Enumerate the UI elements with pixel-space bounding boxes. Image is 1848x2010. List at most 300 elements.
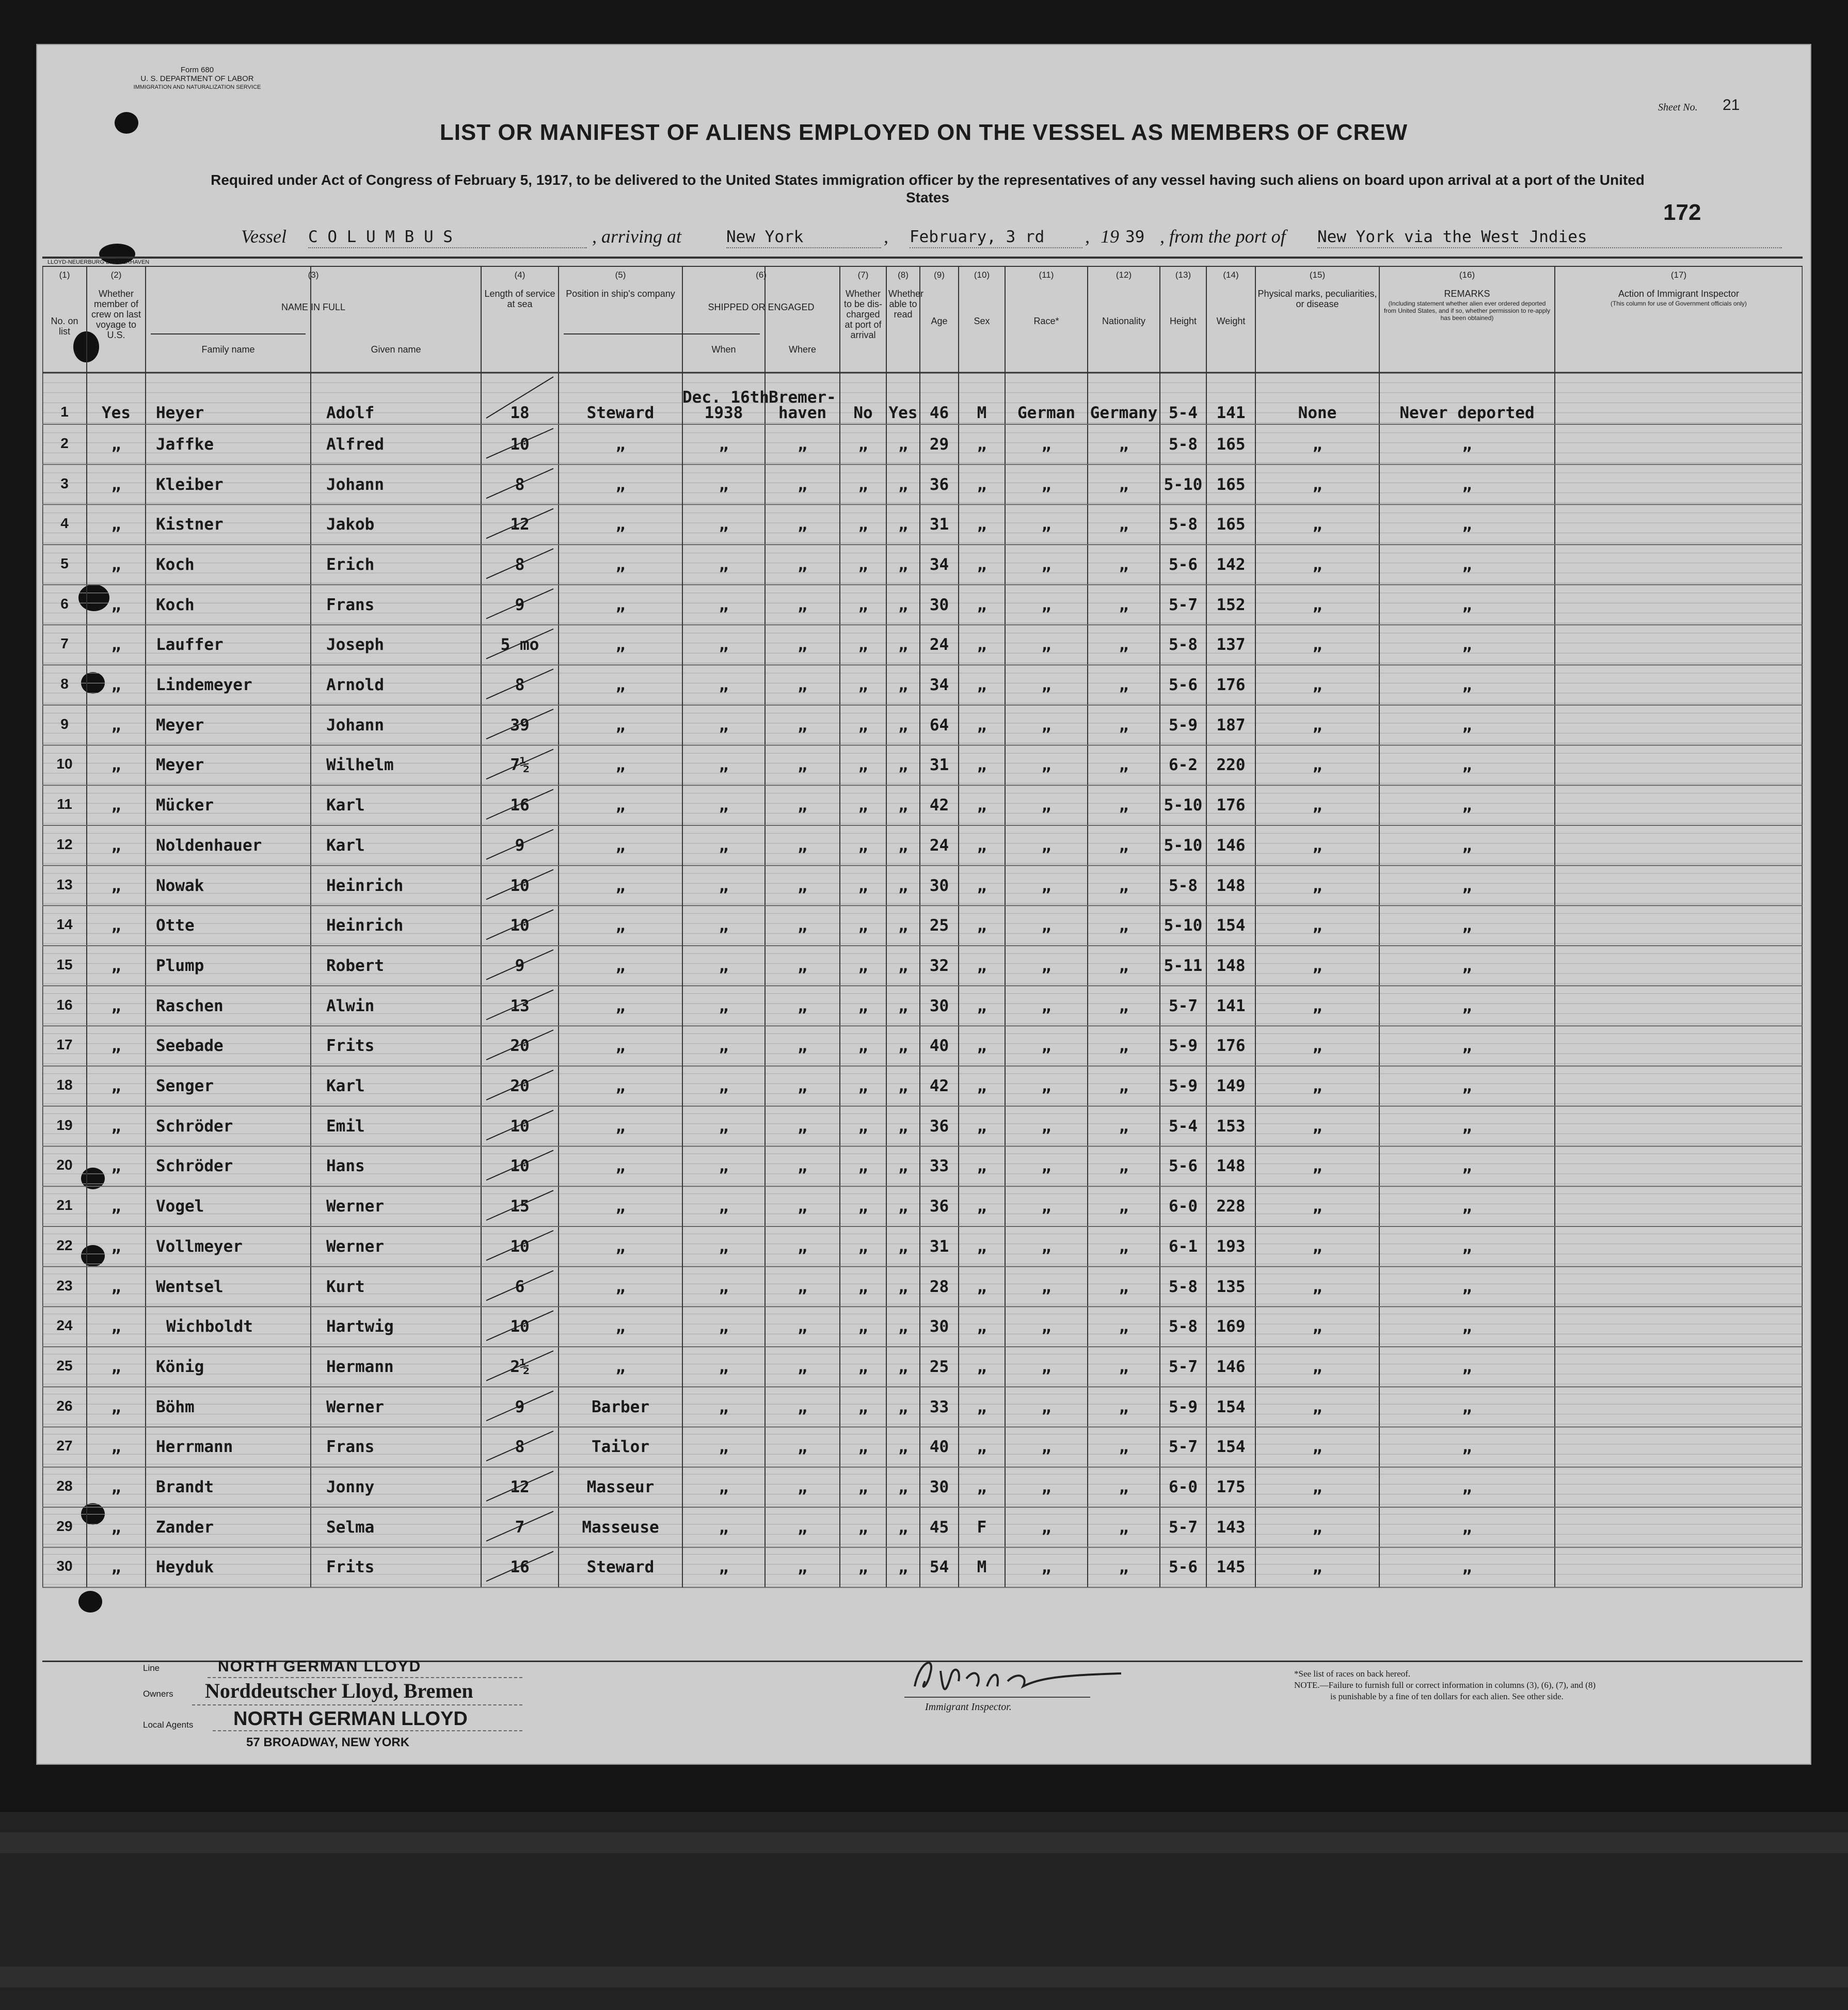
column-header-weight: Weight [1216,316,1246,326]
height: 5-8 [1169,635,1198,655]
column-header-no-on-list: No. on list [51,316,78,337]
discharged-ditto: „ [858,635,868,655]
family-name: Vollmeyer [156,1237,243,1256]
given-name: Erich [326,555,375,574]
row-number: 8 [60,676,69,692]
column-header-sex: Sex [974,316,990,326]
nationality-ditto: „ [1119,996,1129,1015]
row-number: 18 [56,1077,73,1093]
physical-marks-ditto: „ [1312,996,1323,1015]
vessel-label: Vessel [241,226,286,247]
position: „ [615,475,626,494]
row-number: 6 [60,595,69,612]
agents-address: 57 BROADWAY, NEW YORK [246,1735,410,1749]
service-length: 39 [510,715,530,735]
arriving-label: , arriving at [592,226,682,247]
race-ditto: „ [1041,1077,1052,1096]
weight: 145 [1216,1558,1246,1577]
voyage-ditto: „ [111,836,121,855]
column-number-discharged: (7) [857,270,869,280]
family-name: Lindemeyer [156,676,252,695]
remarks: Never deported [1399,404,1535,422]
voyage-ditto: „ [111,756,121,775]
discharged-ditto: „ [858,475,868,494]
weight: 165 [1216,435,1246,454]
height: 5-6 [1169,676,1198,695]
given-name: Frits [326,1036,375,1056]
physical-marks-ditto: „ [1312,1237,1323,1256]
shipped-when-ditto: „ [719,836,729,855]
vessel-rule [42,257,1803,259]
remarks-ditto: „ [1462,1277,1472,1296]
race-ditto: „ [1041,1197,1052,1216]
family-name: Vogel [156,1197,204,1216]
nationality-ditto: „ [1119,635,1129,655]
shipped-when-ditto: „ [719,595,729,614]
given-name: Alwin [326,996,375,1015]
column-number-length-of-service: (4) [514,270,525,280]
height: 5-6 [1169,1558,1198,1577]
nationality-ditto: „ [1119,916,1129,935]
row-number: 16 [56,996,73,1013]
shipped-when-ditto: „ [719,1357,729,1376]
remarks-ditto: „ [1462,1397,1472,1416]
sex: „ [977,1438,987,1457]
discharged-ditto: „ [858,1317,868,1336]
nationality-ditto: „ [1119,475,1129,494]
shipped-when-ditto: „ [719,1518,729,1537]
vessel-name: C O L U M B U S [308,228,453,246]
age: 64 [929,715,949,735]
family-name: Herrmann [156,1438,233,1457]
row-number: 30 [56,1558,73,1574]
physical-marks-ditto: „ [1312,796,1323,815]
service-length: 9 [515,595,525,614]
family-name: Kistner [156,515,224,534]
nationality-ditto: „ [1119,1277,1129,1296]
service-length: 16 [510,1558,530,1577]
age: 36 [929,1116,949,1136]
column-header-position: Position in ship's company [566,289,675,299]
document-title: LIST OR MANIFEST OF ALIENS EMPLOYED ON THE VESSEL AS MEMBERS OF CREW [439,120,1408,145]
race-ditto: „ [1041,956,1052,975]
nationality-ditto: „ [1119,676,1129,695]
height: 5-6 [1169,555,1198,574]
race-ditto: „ [1041,1157,1052,1176]
service-length: 20 [510,1036,530,1056]
weight: 148 [1216,1157,1246,1176]
service-length: 2½ [510,1357,530,1376]
shipped-when: Dec. 16th [682,388,769,407]
sex: M [977,1558,987,1577]
sex: „ [977,756,987,775]
family-name: Plump [156,956,204,975]
service-length: 9 [515,1397,525,1416]
age: 30 [929,1478,949,1497]
voyage-ditto: „ [111,1157,121,1176]
service-length: 9 [515,956,525,975]
weight: 228 [1216,1197,1246,1216]
given-name: Joseph [326,635,384,655]
column-number-race: (11) [1039,270,1054,280]
height: 5-7 [1169,1518,1198,1537]
physical-marks-ditto: „ [1312,595,1323,614]
sex: „ [977,435,987,454]
given-name: Jakob [326,515,375,534]
discharged-ditto: „ [858,1197,868,1216]
voyage-ditto: „ [111,996,121,1015]
discharged-ditto: „ [858,916,868,935]
physical-marks-ditto: „ [1312,836,1323,855]
shipped-when-ditto: „ [719,916,729,935]
given-name: Hans [326,1157,365,1176]
shipped-where-ditto: „ [798,836,807,855]
given-name: Frans [326,1438,375,1457]
column-number-inspector-action: (17) [1670,270,1687,280]
able-to-read-ditto: „ [898,836,908,855]
weight: 154 [1216,1397,1246,1416]
given-name: Robert [326,956,384,975]
age: 31 [929,515,949,534]
sex: „ [977,555,987,574]
given-name: Werner [326,1397,384,1416]
shipped-when-year: 1938 [704,404,743,422]
position: „ [615,1317,626,1336]
age: 54 [929,1558,949,1577]
race-ditto: „ [1041,1116,1052,1136]
voyage-ditto: „ [111,1558,121,1577]
service-length: 6 [515,1277,525,1296]
column-header-shipped-engaged: SHIPPED OR ENGAGED [708,302,815,312]
able-to-read-ditto: „ [898,1397,908,1416]
inspector-signature [904,1650,1132,1707]
physical-marks-ditto: „ [1312,635,1323,655]
scanner-background [0,1812,1848,2010]
column-number-position: (5) [615,270,626,280]
voyage-ditto: „ [111,956,121,975]
service-length: 5 mo [500,635,539,655]
height: 5-7 [1169,595,1198,614]
arriving-port: New York [726,228,804,246]
able-to-read-ditto: „ [898,555,908,574]
physical-marks-ditto: „ [1312,1397,1323,1416]
service-length: 10 [510,916,530,935]
sex: „ [977,996,987,1015]
age: 25 [929,1357,949,1376]
physical-marks-ditto: „ [1312,1317,1323,1336]
document-subtitle: Required under Act of Congress of February 5, 1917, to be delivered to the United States immigration officer by the representatives of any vessel having such aliens on board upon arrival at a port of the United States [211,172,1645,205]
line-underline [208,1677,522,1678]
shipped-where-2: haven [778,404,827,422]
height: 5-10 [1164,836,1203,855]
remarks-ditto: „ [1462,715,1472,735]
weight: 141 [1216,996,1246,1015]
remarks-ditto: „ [1462,916,1472,935]
discharged-ditto: „ [858,956,868,975]
given-name: Arnold [326,676,384,695]
family-name: Meyer [156,715,204,735]
race-ditto: „ [1041,996,1052,1015]
family-name: Heyduk [156,1558,214,1577]
race-ditto: „ [1041,1317,1052,1336]
voyage-ditto: „ [111,635,121,655]
weight: 154 [1216,1438,1246,1457]
height: 5-10 [1164,475,1203,494]
row-number: 26 [56,1397,73,1414]
age: 30 [929,996,949,1015]
remarks-ditto: „ [1462,1157,1472,1176]
column-header-inspector-action: Action of Immigrant Inspector [1618,289,1740,299]
able-to-read-ditto: „ [898,635,908,655]
position: „ [615,956,626,975]
position: Steward [586,404,655,422]
shipped-when-ditto: „ [719,555,729,574]
position: „ [615,435,626,454]
nationality-ditto: „ [1119,1197,1129,1216]
voyage-ditto: „ [111,796,121,815]
remarks-ditto: „ [1462,1237,1472,1256]
discharged-ditto: „ [858,715,868,735]
age: 30 [929,876,949,895]
voyage-ditto: „ [111,435,121,454]
position: „ [615,1116,626,1136]
able-to-read-ditto: „ [898,435,908,454]
row-number: 2 [60,435,69,451]
weight: 169 [1216,1317,1246,1336]
discharged-ditto: „ [858,1357,868,1376]
family-name: Zander [156,1518,214,1537]
sex: „ [977,1478,987,1497]
shipped-where-ditto: „ [798,1157,807,1176]
age: 29 [929,435,949,454]
race-ditto: „ [1041,435,1052,454]
family-name: Lauffer [156,635,224,655]
discharged-ditto: „ [858,1116,868,1136]
column-number-shipped-engaged: (6) [756,270,767,280]
nationality-ditto: „ [1119,1317,1129,1336]
inspector-underline [904,1697,1090,1698]
remarks-ditto: „ [1462,635,1472,655]
service-length: 9 [515,836,525,855]
row-number: 19 [56,1116,73,1133]
shipped-where-ditto: „ [798,1116,807,1136]
column-header-physical-marks: Physical marks, peculiarities, or disease [1257,289,1377,309]
service-length: 8 [515,1438,525,1457]
column-header-able-to-read: Whether able to read [888,289,924,320]
discharged-ditto: „ [858,1157,868,1176]
scanner-strip [0,1967,1848,1987]
weight: 176 [1216,1036,1246,1056]
physical-marks: None [1298,404,1337,422]
family-name: Schröder [156,1157,233,1176]
height: 5-10 [1164,916,1203,935]
agents-label: Local Agents [143,1720,194,1730]
from-port: New York via the West Jndies [1317,228,1587,246]
sex: „ [977,1317,987,1336]
service-name: IMMIGRATION AND NATURALIZATION SERVICE [133,84,261,90]
family-name: Senger [156,1077,214,1096]
nationality-ditto: „ [1119,1116,1129,1136]
height: 5-11 [1164,956,1203,975]
family-name: Mücker [156,796,214,815]
able-to-read-ditto: „ [898,1036,908,1056]
column-number-age: (9) [934,270,945,280]
voyage-ditto: „ [111,1077,121,1096]
discharged-ditto: „ [858,1036,868,1056]
able-to-read-value: Yes [888,404,918,422]
weight: 175 [1216,1478,1246,1497]
height: 5-8 [1169,1317,1198,1336]
weight: 176 [1216,676,1246,695]
race-ditto: „ [1041,635,1052,655]
service-length: 13 [510,996,530,1015]
shipped-when-ditto: „ [719,1558,729,1577]
form-number: Form 680 [180,66,214,74]
position: „ [615,635,626,655]
nationality-ditto: „ [1119,515,1129,534]
given-name: Adolf [326,404,375,422]
shipped-when-ditto: „ [719,1237,729,1256]
able-to-read-ditto: „ [898,1116,908,1136]
race-ditto: „ [1041,1558,1052,1577]
sex: „ [977,1077,987,1096]
position: „ [615,1237,626,1256]
able-to-read-ditto: „ [898,1438,908,1457]
weight: 142 [1216,555,1246,574]
column-number-weight: (14) [1223,270,1239,280]
row-number: 9 [60,715,69,732]
height: 5-7 [1169,996,1198,1015]
row-number: 28 [56,1478,73,1494]
family-name: Koch [156,595,195,614]
agents-underline [213,1730,522,1731]
shipped-where-ditto: „ [798,1077,807,1096]
discharged-ditto: „ [858,595,868,614]
remarks-ditto: „ [1462,595,1472,614]
shipped-where-ditto: „ [798,515,807,534]
shipped-when-ditto: „ [719,435,729,454]
service-length: 10 [510,1157,530,1176]
comma-separator: , [884,226,888,247]
nationality-ditto: „ [1119,876,1129,895]
comma-separator: , [1085,226,1090,247]
voyage-ditto: „ [111,595,121,614]
physical-marks-ditto: „ [1312,916,1323,935]
weight: 165 [1216,475,1246,494]
height: 5-7 [1169,1357,1198,1376]
race-ditto: „ [1041,916,1052,935]
physical-marks-ditto: „ [1312,435,1323,454]
given-name: Wilhelm [326,756,394,775]
able-to-read-ditto: „ [898,475,908,494]
weight: 135 [1216,1277,1246,1296]
nationality-ditto: „ [1119,715,1129,735]
age: 42 [929,1077,949,1096]
shipped-when-ditto: „ [719,956,729,975]
shipped-when-ditto: „ [719,796,729,815]
weight: 154 [1216,916,1246,935]
discharged-ditto: „ [858,1518,868,1537]
sex: „ [977,676,987,695]
discharged-ditto: „ [858,756,868,775]
physical-marks-ditto: „ [1312,876,1323,895]
shipped-when-ditto: „ [719,1397,729,1416]
service-length: 18 [510,404,530,422]
able-to-read-ditto: „ [898,996,908,1015]
age: 30 [929,595,949,614]
sex: „ [977,635,987,655]
able-to-read-ditto: „ [898,715,908,735]
able-to-read-ditto: „ [898,756,908,775]
weight: 137 [1216,635,1246,655]
family-name: Raschen [156,996,224,1015]
shipped-where-ditto: „ [798,555,807,574]
service-length: 16 [510,796,530,815]
column-number-no-on-list: (1) [59,270,70,280]
able-to-read-ditto: „ [898,1277,908,1296]
sex: „ [977,1197,987,1216]
column-number-sex: (10) [974,270,990,280]
discharged-ditto: „ [858,1438,868,1457]
service-length: 8 [515,475,525,494]
weight: 193 [1216,1237,1246,1256]
remarks-ditto: „ [1462,555,1472,574]
given-name: Hartwig [326,1317,394,1336]
position: „ [615,796,626,815]
shipped-where-ditto: „ [798,1558,807,1577]
shipped-when-ditto: „ [719,1077,729,1096]
physical-marks-ditto: „ [1312,515,1323,534]
physical-marks-ditto: „ [1312,555,1323,574]
age: 34 [929,676,949,695]
age: 46 [929,404,949,422]
discharged-ditto: „ [858,555,868,574]
owners-underline [192,1704,522,1705]
position: „ [615,916,626,935]
voyage-ditto: „ [111,555,121,574]
physical-marks-ditto: „ [1312,956,1323,975]
able-to-read-ditto: „ [898,1197,908,1216]
column-header-race: Race* [1033,316,1059,326]
given-name: Jonny [326,1478,375,1497]
owners-stamp: Norddeutscher Lloyd, Bremen [205,1679,473,1702]
discharged-ditto: „ [858,515,868,534]
column-number-physical-marks: (15) [1309,270,1326,280]
shipped-when-ditto: „ [719,1116,729,1136]
shipped-when-ditto: „ [719,1277,729,1296]
age: 31 [929,756,949,775]
family-name: Nowak [156,876,204,895]
age: 24 [929,836,949,855]
service-length: 10 [510,1116,530,1136]
position: „ [615,1157,626,1176]
service-length: 10 [510,435,530,454]
shipped-where-ditto: „ [798,1357,807,1376]
able-to-read-ditto: „ [898,916,908,935]
remarks-ditto: „ [1462,1558,1472,1577]
able-to-read-ditto: „ [898,956,908,975]
row-number: 3 [60,475,69,491]
row-number: 20 [56,1157,73,1173]
age: 30 [929,1317,949,1336]
position: Tailor [592,1438,649,1457]
height: 5-9 [1169,715,1198,735]
position: „ [615,555,626,574]
race-ditto: „ [1041,1036,1052,1056]
row-number: 24 [56,1317,73,1334]
discharged-ditto: „ [858,996,868,1015]
age: 24 [929,635,949,655]
